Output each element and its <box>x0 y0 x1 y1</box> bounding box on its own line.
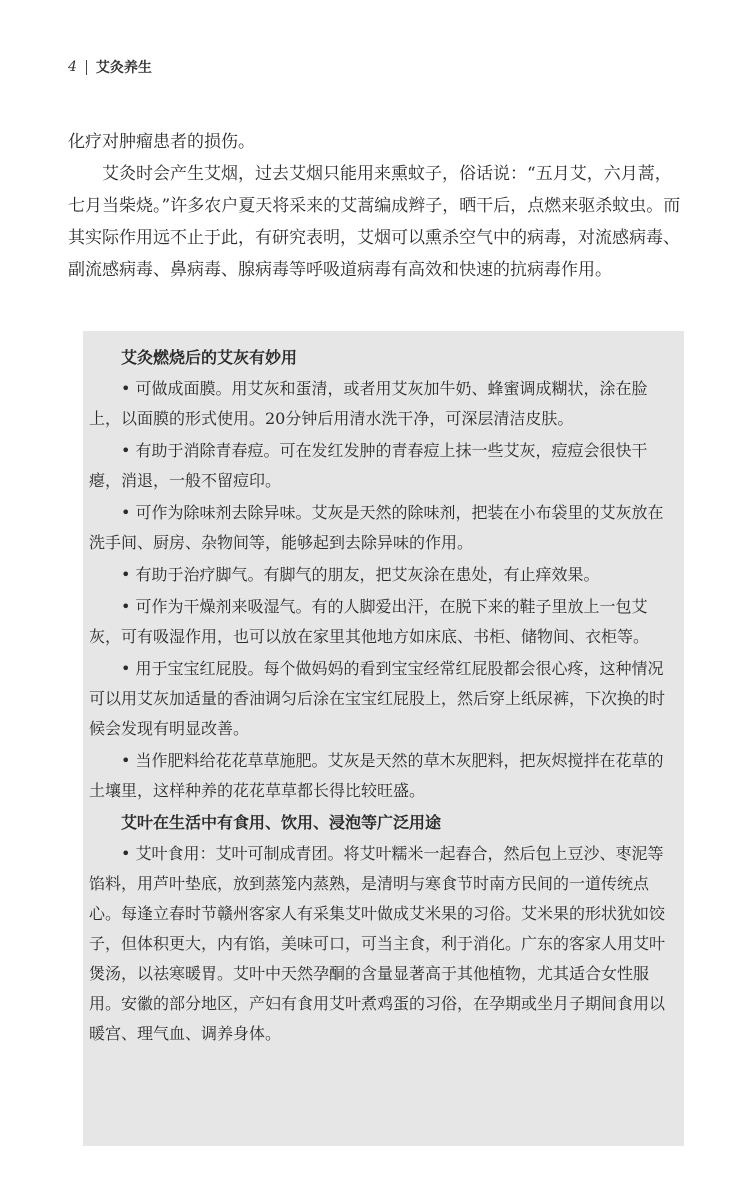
list-item: • 可做成面膜。用艾灰和蛋清，或者用艾灰加牛奶、蜂蜜调成糊状，涂在脸上，以面膜的形式使用。20分钟后用清水洗干净，可深层清洁皮肤。 <box>89 379 648 428</box>
list-item: • 有助于治疗脚气。有脚气的朋友，把艾灰涂在患处，有止痒效果。 <box>121 565 600 584</box>
main-text <box>68 126 684 286</box>
book-title: 艾灸养生 <box>95 60 152 76</box>
paragraph: 艾灸时会产生艾烟，过去艾烟只能用来熏蚊子，俗话说：“五月艾，六月蒿，七月当柴烧。”许多农户夏天将采来的艾蒿编成辫子，晒干后，点燃来驱杀蚊虫。而其实际作用远不止于此，有研究表明，艾烟可以熏杀空气中的病毒，对流感病毒、副流感病毒、鼻病毒、腺病毒等呼吸道病毒有高效和快速的抗病毒作用。 <box>68 164 681 280</box>
list-item: • 当作肥料给花花草草施肥。艾灰是天然的草木灰肥料，把灰烬搅拌在花草的土壤里，这样种养的花花草草都长得比较旺盛。 <box>89 751 664 800</box>
running-header <box>68 57 152 77</box>
list-item: • 可作为除味剂去除异味。艾灰是天然的除味剂，把装在小布袋里的艾灰放在洗手间、厨房、杂物间等，能够起到去除异味的作用。 <box>89 503 664 552</box>
sidebar-box <box>83 331 684 1146</box>
list-item: • 用于宝宝红屁股。每个做妈妈的看到宝宝经常红屁股都会很心疼，这种情况可以用艾灰加适量的香油调匀后涂在宝宝红屁股上，然后穿上纸尿裤，下次换的时候会发现有明显改善。 <box>89 659 666 738</box>
box-heading: 艾叶在生活中有食用、饮用、浸泡等广泛用途 <box>121 813 442 832</box>
list-item: • 艾叶食用：艾叶可制成青团。将艾叶糯米一起舂合，然后包上豆沙、枣泥等馅料，用芦叶垫底，放到蒸笼内蒸熟，是清明与寒食节时南方民间的一道传统点心。每逢立春时节赣州客家人有采集艾叶做成艾米果的习俗。艾米果的形状犹如饺子，但体积更大，内有馅，美味可口，可当主食，利于消化。广东的客家人用艾叶煲汤，以祛寒暖胃。艾叶中天然孕酮的含量显著高于其他植物，尤其适合女性服用。安徽的部分地区，产妇有食用艾叶煮鸡蛋的习俗，在孕期或坐月子期间食用以暖宫、理气血、调养身体。 <box>89 844 666 1043</box>
page-number: 4 <box>68 59 77 75</box>
box-heading: 艾灸燃烧后的艾灰有妙用 <box>121 348 298 367</box>
list-item: • 有助于消除青春痘。可在发红发肿的青春痘上抹一些艾灰，痘痘会很快干瘪，消退，一般不留痘印。 <box>89 441 648 490</box>
paragraph: 化疗对肿瘤患者的损伤。 <box>68 132 255 152</box>
list-item: • 可作为干燥剂来吸湿气。有的人脚爱出汗，在脱下来的鞋子里放上一包艾灰，可有吸湿作用，也可以放在家里其他地方如床底、书柜、储物间、衣柜等。 <box>89 597 650 646</box>
header-divider <box>86 60 87 75</box>
